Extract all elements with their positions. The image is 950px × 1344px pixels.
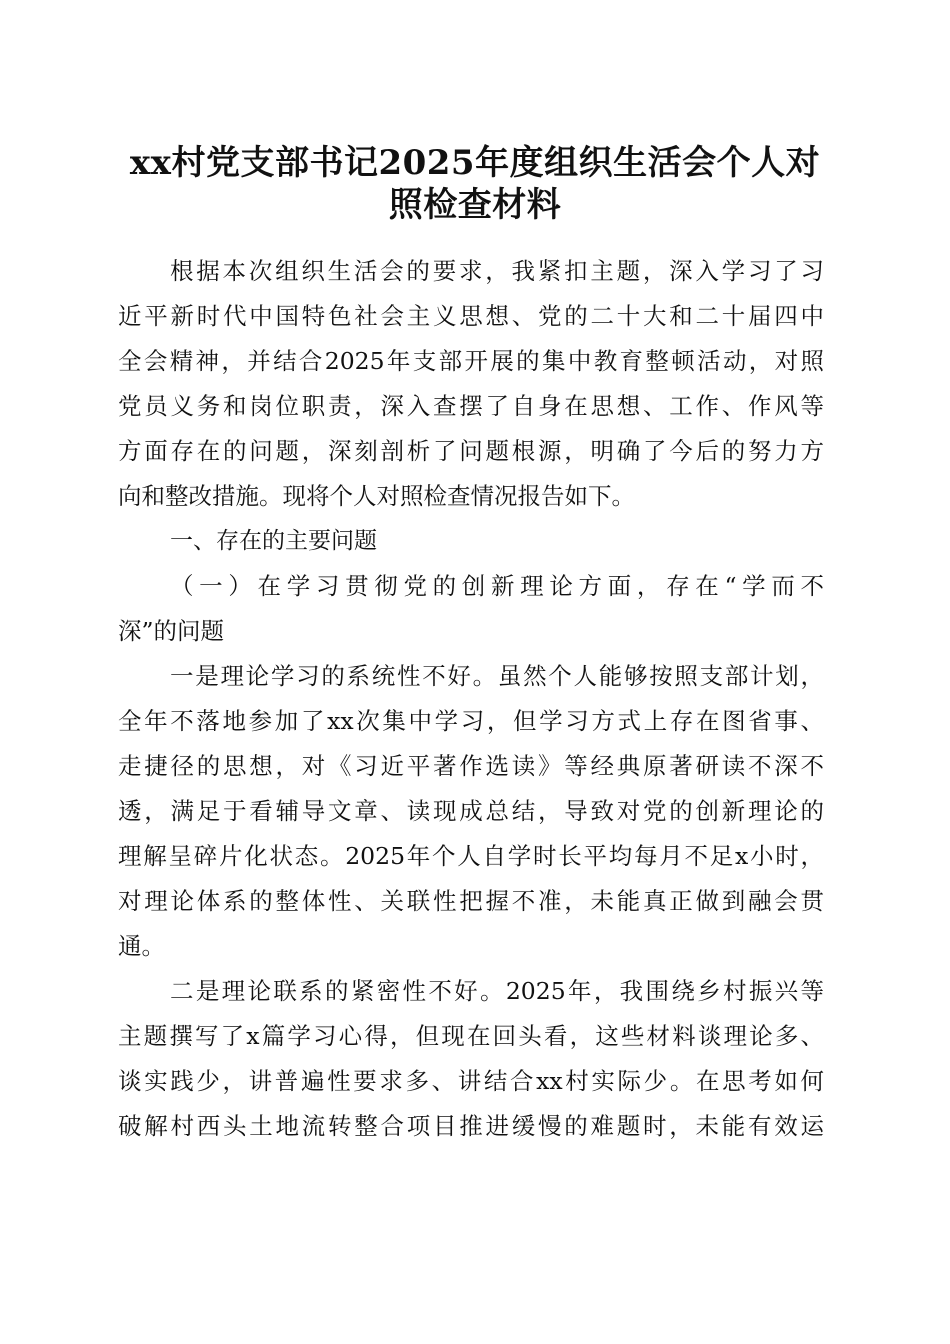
body-text-line: 近平新时代中国特色社会主义思想、党的二十大和二十届四中 — [118, 302, 824, 330]
body-text-line: 走捷径的思想，对《习近平著作选读》等经典原著研读不深不 — [118, 752, 824, 780]
body-text-line: 破解村西头土地流转整合项目推进缓慢的难题时，未能有效运 — [118, 1112, 824, 1140]
body-text-line: 理解呈碎片化状态。2025年个人自学时长平均每月不足x小时， — [118, 842, 824, 870]
document-title-line-1: xx村党支部书记2025年度组织生活会个人对 — [129, 143, 821, 183]
body-text-line: 对理论体系的整体性、关联性把握不准，未能真正做到融会贯 — [118, 887, 824, 915]
body-text-line: 一是理论学习的系统性不好。虽然个人能够按照支部计划， — [170, 662, 824, 690]
body-text-line: 党员义务和岗位职责，深入查摆了自身在思想、工作、作风等 — [118, 392, 824, 420]
body-text-line: 透，满足于看辅导文章、读现成总结，导致对党的创新理论的 — [118, 797, 824, 825]
section-heading: 一、存在的主要问题 — [170, 528, 377, 554]
subsection-heading-line: 深”的问题 — [118, 617, 225, 645]
body-text-line: 全年不落地参加了xx次集中学习，但学习方式上存在图省事、 — [118, 707, 824, 735]
body-text-line: 方面存在的问题，深刻剖析了问题根源，明确了今后的努力方 — [118, 437, 824, 465]
body-text-line: 向和整改措施。现将个人对照检查情况报告如下。 — [118, 482, 635, 510]
subsection-heading-line: （一）在学习贯彻党的创新理论方面，存在“学而不 — [170, 572, 824, 600]
document-title-line-2: 照检查材料 — [388, 185, 562, 225]
body-text-line: 根据本次组织生活会的要求，我紧扣主题，深入学习了习 — [170, 257, 824, 285]
body-text-line: 主题撰写了x篇学习心得，但现在回头看，这些材料谈理论多、 — [118, 1022, 824, 1050]
body-text-line: 谈实践少，讲普遍性要求多、讲结合xx村实际少。在思考如何 — [118, 1067, 824, 1095]
body-text-line: 通。 — [118, 932, 165, 960]
body-text-line: 二是理论联系的紧密性不好。2025年，我围绕乡村振兴等 — [170, 977, 824, 1005]
body-text-line: 全会精神，并结合2025年支部开展的集中教育整顿活动，对照 — [118, 347, 824, 375]
